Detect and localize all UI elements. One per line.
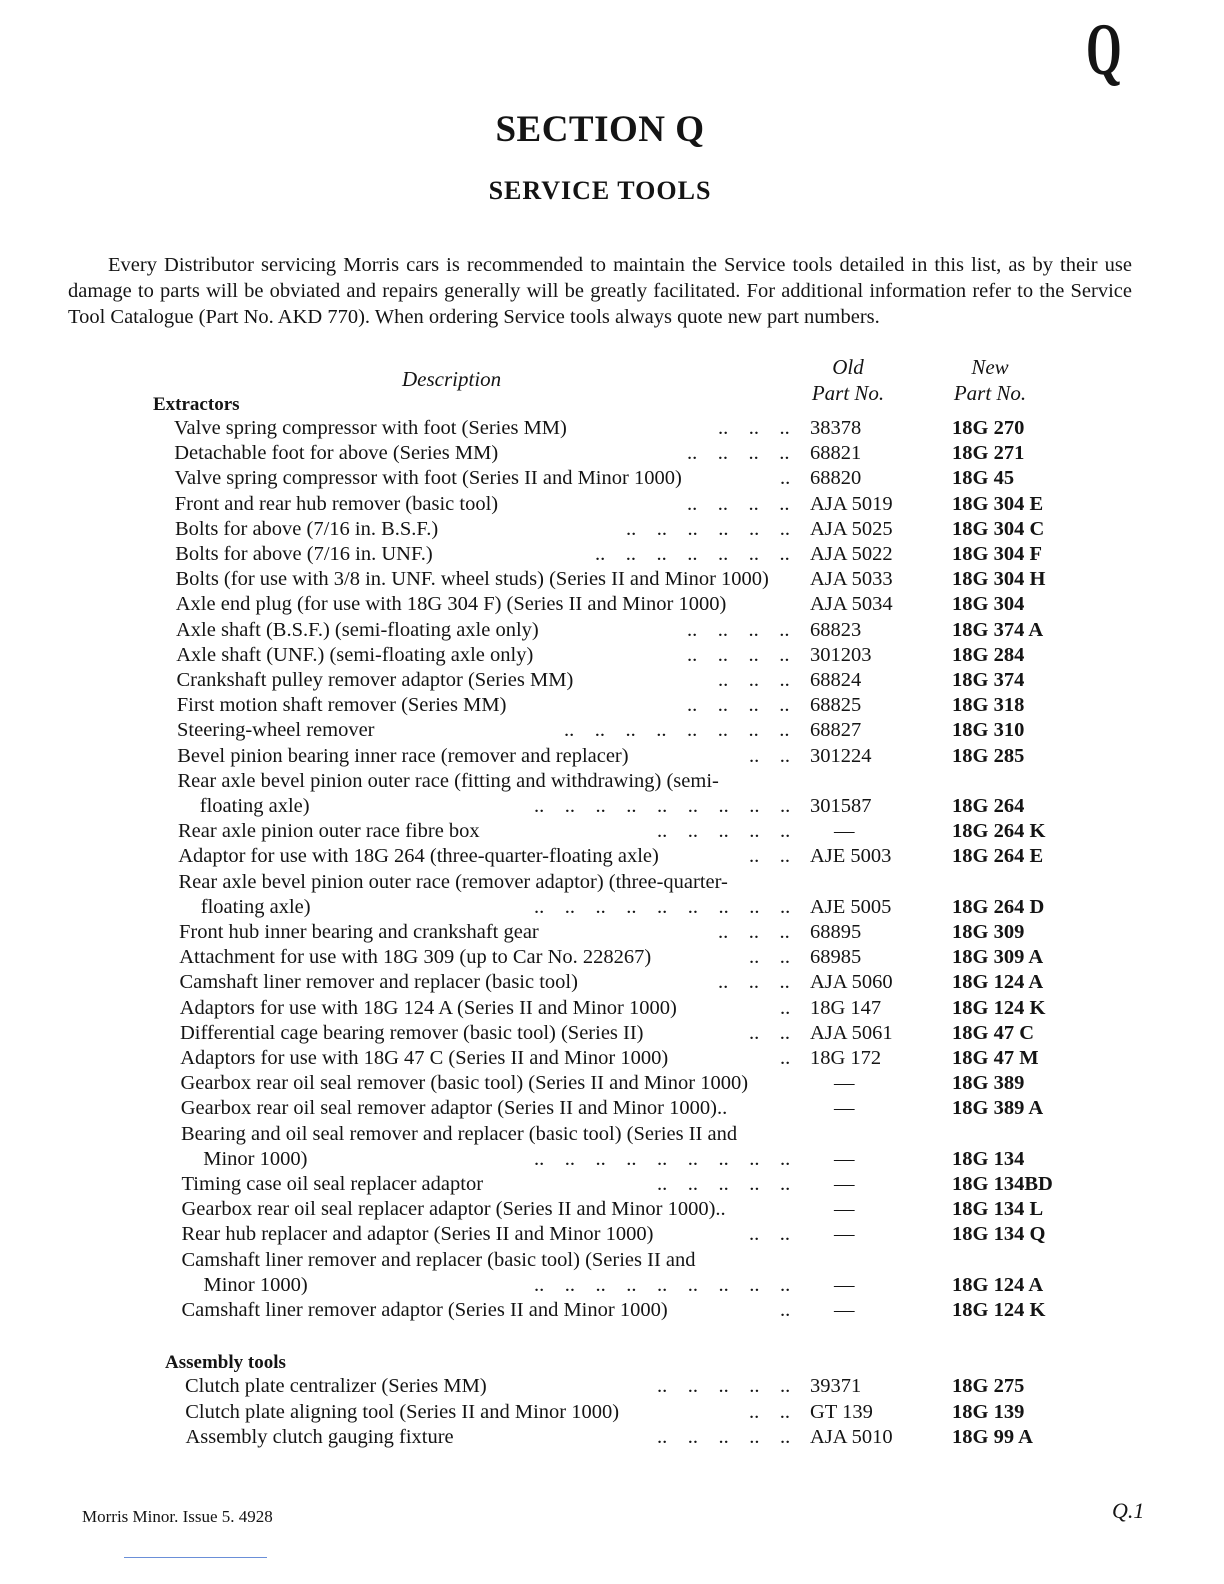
row-old-part-no: — <box>834 1097 855 1120</box>
row-leader-dots: .. .. <box>749 1223 790 1246</box>
row-new-part-no: 18G 389 <box>952 1072 1025 1095</box>
row-leader-dots: .. .. .. .. .. .. .. .. .. <box>534 795 791 817</box>
table-row <box>0 618 1224 643</box>
row-new-part-no: 18G 271 <box>952 442 1025 465</box>
row-old-part-no: AJA 5022 <box>810 543 893 565</box>
row-leader-dots: .. .. <box>749 845 790 868</box>
row-new-part-no: 18G 318 <box>952 694 1025 717</box>
row-leader-dots: .. .. .. .. .. .. .. .. .. <box>534 1147 791 1170</box>
table-row <box>0 945 1224 970</box>
row-new-part-no: 18G 124 K <box>952 996 1046 1019</box>
row-old-part-no: — <box>834 820 855 843</box>
assembly-heading: Assembly tools <box>165 1352 286 1373</box>
row-old-part-no: 68820 <box>810 467 862 490</box>
row-leader-dots: .. .. .. .. .. .. .. .. <box>564 719 790 742</box>
row-leader-dots: .. <box>780 996 791 1019</box>
row-new-part-no: 18G 134 L <box>952 1198 1044 1221</box>
row-old-part-no: AJA 5025 <box>810 517 893 540</box>
row-description: Front and rear hub remover (basic tool) <box>174 492 499 515</box>
row-old-part-no: 68825 <box>810 694 862 717</box>
table-row <box>0 895 1224 920</box>
row-old-part-no: — <box>834 1223 855 1246</box>
row-new-part-no: 18G 304 F <box>952 543 1042 565</box>
row-description: Minor 1000) <box>203 1147 308 1170</box>
footer-page-number: Q.1 <box>1112 1498 1145 1523</box>
row-description: Attachment for use with 18G 309 (up to Car No. 228267) <box>179 946 652 969</box>
table-row <box>0 542 1224 567</box>
row-description: Axle shaft (B.S.F.) (semi-floating axle only) <box>176 618 539 641</box>
row-description: floating axle) <box>199 795 310 817</box>
row-old-part-no: — <box>834 1173 855 1195</box>
row-leader-dots: .. .. .. <box>718 417 790 439</box>
row-leader-dots: .. .. .. <box>718 669 790 691</box>
table-row <box>0 844 1224 869</box>
table-row <box>0 920 1224 945</box>
row-description: Bolts for above (7/16 in. B.S.F.) <box>175 517 439 540</box>
row-new-part-no: 18G 309 A <box>952 946 1044 969</box>
row-new-part-no: 18G 374 A <box>952 618 1044 641</box>
table-row <box>0 970 1224 995</box>
table-row <box>0 441 1224 466</box>
row-new-part-no: 18G 309 <box>952 921 1025 943</box>
row-leader-dots: .. .. .. .. .. .. .. .. .. <box>534 1273 791 1296</box>
row-old-part-no: AJA 5033 <box>810 568 893 591</box>
row-description: Detachable foot for above (Series MM) <box>174 442 499 465</box>
row-new-part-no: 18G 124 K <box>952 1299 1046 1321</box>
row-new-part-no: 18G 264 D <box>952 895 1045 918</box>
row-new-part-no: 18G 284 <box>952 643 1025 666</box>
row-leader-dots: .. .. .. .. .. <box>657 1173 791 1195</box>
header-old-line1: Old <box>832 355 864 379</box>
row-description: Rear axle pinion outer race fibre box <box>178 820 480 843</box>
row-leader-dots: .. .. .. .. .. <box>657 820 791 843</box>
row-old-part-no: AJA 5060 <box>810 971 893 994</box>
table-row <box>0 492 1224 517</box>
footer-issue: Morris Minor. Issue 5. 4928 <box>82 1507 273 1526</box>
row-description: Adaptors for use with 18G 47 C (Series II and Minor 1000) <box>180 1047 669 1069</box>
table-row <box>0 819 1224 844</box>
row-leader-dots: .. .. .. .. <box>687 442 790 465</box>
table-row <box>0 592 1224 617</box>
row-new-part-no: 18G 45 <box>952 467 1015 490</box>
table-row <box>0 1021 1224 1046</box>
table-row <box>0 1122 1224 1147</box>
table-row <box>0 718 1224 743</box>
row-description: Front hub inner bearing and crankshaft gear <box>179 921 539 943</box>
row-leader-dots: .. .. .. .. <box>687 643 790 666</box>
row-old-part-no: — <box>834 1147 855 1170</box>
row-description: Minor 1000) <box>203 1273 308 1296</box>
table-row <box>0 1172 1224 1197</box>
row-leader-dots: .. .. .. .. .. .. .. .. .. <box>534 895 791 918</box>
row-leader-dots: .. .. .. <box>718 921 790 943</box>
row-description: Camshaft liner remover adaptor (Series II and Minor 1000) <box>181 1299 668 1321</box>
row-description: Differential cage bearing remover (basic tool) (Series II) <box>180 1021 644 1044</box>
row-old-part-no: 68824 <box>810 669 862 691</box>
row-new-part-no: 18G 139 <box>952 1400 1025 1423</box>
extractors-heading: Extractors <box>153 394 240 415</box>
header-old-part-no <box>808 354 888 406</box>
row-old-part-no: AJA 5010 <box>810 1426 893 1448</box>
table-row <box>0 1197 1224 1222</box>
header-description: Description <box>402 367 502 391</box>
row-new-part-no: 18G 264 K <box>952 820 1046 843</box>
row-description: Axle end plug (for use with 18G 304 F) (Series II and Minor 1000) <box>175 593 727 616</box>
table-row <box>0 693 1224 718</box>
row-new-part-no: 18G 285 <box>952 744 1025 767</box>
row-old-part-no: GT 139 <box>810 1400 873 1423</box>
table-row <box>0 1400 1224 1425</box>
row-old-part-no: 39371 <box>810 1375 862 1397</box>
table-row <box>0 416 1224 441</box>
row-description: Clutch plate centralizer (Series MM) <box>185 1375 487 1397</box>
row-leader-dots: .. .. .. .. .. <box>657 1426 791 1448</box>
divider <box>124 1557 267 1558</box>
row-description: Rear axle bevel pinion outer race (remover adaptor) (three-quarter- <box>178 870 728 893</box>
row-old-part-no: 68827 <box>810 719 862 742</box>
header-old-line2: Part No. <box>811 381 885 405</box>
row-leader-dots: .. .. .. <box>718 971 790 994</box>
section-title: SECTION Q <box>495 109 705 150</box>
table-row <box>0 1298 1224 1323</box>
row-description: Camshaft liner remover and replacer (basic tool) (Series II and <box>181 1248 696 1271</box>
table-row <box>0 1425 1224 1450</box>
row-new-part-no: 18G 264 E <box>952 845 1044 868</box>
header-new-part-no <box>950 354 1030 406</box>
row-description: Crankshaft pulley remover adaptor (Series MM) <box>176 669 574 691</box>
row-old-part-no: 301203 <box>810 643 872 666</box>
row-description: First motion shaft remover (Series MM) <box>176 694 507 717</box>
page-section-letter: Q <box>1086 9 1122 91</box>
row-new-part-no: 18G 304 C <box>952 517 1045 540</box>
row-leader-dots: .. .. <box>749 946 790 969</box>
row-leader-dots: .. .. .. .. .. .. <box>626 517 790 540</box>
row-leader-dots: .. .. .. .. <box>687 694 790 717</box>
intro-paragraph: Every Distributor servicing Morris cars is recommended to maintain the Service tools detailed in this list, as by their use damage to parts will be obviated and repairs generally will be greatly facilitated. For additional information refer to the Service Tool Catalogue (Part No. AKD 770). When ordering Service tools always quote new part numbers. <box>68 254 1132 328</box>
row-description: Bevel pinion bearing inner race (remover and replacer) <box>177 744 629 767</box>
row-description: Adaptors for use with 18G 124 A (Series II and Minor 1000) <box>179 996 677 1019</box>
row-description: Bearing and oil seal remover and replacer (basic tool) (Series II and <box>181 1122 738 1145</box>
row-new-part-no: 18G 47 M <box>952 1047 1039 1069</box>
row-leader-dots: .. .. .. .. .. .. .. <box>595 543 790 565</box>
table-row <box>0 1222 1224 1247</box>
row-new-part-no: 18G 304 <box>952 593 1025 616</box>
row-new-part-no: 18G 304 E <box>952 492 1044 515</box>
table-row <box>0 870 1224 895</box>
row-description: Bolts for above (7/16 in. UNF.) <box>175 543 433 565</box>
row-leader-dots: .. .. <box>749 1400 790 1423</box>
row-leader-dots: .. .. <box>749 744 790 767</box>
row-description: Steering-wheel remover <box>177 719 375 742</box>
row-old-part-no: AJA 5034 <box>810 593 893 616</box>
table-row <box>0 1248 1224 1273</box>
row-old-part-no: — <box>834 1299 855 1321</box>
row-description: Valve spring compressor with foot (Series MM) <box>174 417 567 439</box>
row-new-part-no: 18G 124 A <box>952 1273 1044 1296</box>
row-leader-dots: .. .. .. .. .. <box>657 1375 791 1397</box>
table-row <box>0 1374 1224 1399</box>
row-old-part-no: 301587 <box>810 795 872 817</box>
row-old-part-no: — <box>834 1072 855 1095</box>
row-new-part-no: 18G 134BD <box>952 1173 1053 1195</box>
row-description: Valve spring compressor with foot (Series II and Minor 1000) <box>174 467 682 490</box>
row-old-part-no: — <box>834 1273 855 1296</box>
table-row <box>0 1147 1224 1172</box>
row-old-part-no: 68985 <box>810 946 862 969</box>
row-old-part-no: 18G 172 <box>810 1047 882 1069</box>
table-row <box>0 466 1224 491</box>
row-old-part-no: 18G 147 <box>810 996 882 1019</box>
section-subtitle: SERVICE TOOLS <box>488 176 712 205</box>
row-old-part-no: AJE 5005 <box>810 895 892 918</box>
row-description: Clutch plate aligning tool (Series II and Minor 1000) <box>185 1400 620 1423</box>
header-new-line2: Part No. <box>953 381 1027 405</box>
row-description: Rear hub replacer and adaptor (Series II and Minor 1000) <box>181 1223 654 1246</box>
row-new-part-no: 18G 264 <box>952 795 1025 817</box>
table-row <box>0 996 1224 1021</box>
row-old-part-no: AJA 5019 <box>810 492 893 515</box>
row-description: Axle shaft (UNF.) (semi-floating axle only) <box>176 643 534 666</box>
table-row <box>0 1071 1224 1096</box>
table-row <box>0 794 1224 819</box>
row-description: Timing case oil seal replacer adaptor <box>181 1173 484 1195</box>
row-old-part-no: AJE 5003 <box>810 845 892 868</box>
row-new-part-no: 18G 275 <box>952 1375 1025 1397</box>
row-description: Gearbox rear oil seal replacer adaptor (Series II and Minor 1000).. <box>181 1198 726 1221</box>
row-description: floating axle) <box>200 895 311 918</box>
row-new-part-no: 18G 134 Q <box>952 1223 1046 1246</box>
row-new-part-no: 18G 134 <box>952 1147 1025 1170</box>
row-description: Gearbox rear oil seal remover (basic tool) (Series II and Minor 1000) <box>180 1072 749 1095</box>
table-row <box>0 567 1224 592</box>
row-leader-dots: .. .. <box>749 1021 790 1044</box>
row-description: Assembly clutch gauging fixture <box>185 1426 454 1448</box>
row-new-part-no: 18G 47 C <box>952 1021 1034 1044</box>
row-description: Gearbox rear oil seal remover adaptor (Series II and Minor 1000).. <box>180 1097 728 1120</box>
row-old-part-no: 68823 <box>810 618 862 641</box>
row-description: Bolts (for use with 3/8 in. UNF. wheel studs) (Series II and Minor 1000) <box>175 568 769 591</box>
row-old-part-no: 38378 <box>810 417 862 439</box>
row-description: Adaptor for use with 18G 264 (three-quarter-floating axle) <box>178 845 659 868</box>
row-old-part-no: 301224 <box>810 744 872 767</box>
row-new-part-no: 18G 389 A <box>952 1097 1044 1120</box>
row-new-part-no: 18G 124 A <box>952 971 1044 994</box>
row-new-part-no: 18G 374 <box>952 669 1025 691</box>
row-new-part-no: 18G 310 <box>952 719 1025 742</box>
row-leader-dots: .. <box>780 1299 791 1321</box>
header-new-line1: New <box>971 355 1009 379</box>
table-row <box>0 668 1224 693</box>
row-leader-dots: .. <box>780 1047 791 1069</box>
table-row <box>0 517 1224 542</box>
row-leader-dots: .. <box>780 467 791 490</box>
row-new-part-no: 18G 270 <box>952 417 1025 439</box>
row-old-part-no: 68895 <box>810 921 862 943</box>
table-row <box>0 1096 1224 1121</box>
row-description: Rear axle bevel pinion outer race (fitting and withdrawing) (semi- <box>177 769 719 792</box>
row-new-part-no: 18G 304 H <box>952 568 1046 591</box>
row-description: Camshaft liner remover and replacer (basic tool) <box>179 971 578 994</box>
row-old-part-no: AJA 5061 <box>810 1021 893 1044</box>
table-row <box>0 1273 1224 1298</box>
row-leader-dots: .. .. .. .. <box>687 618 790 641</box>
row-new-part-no: 18G 99 A <box>952 1426 1033 1448</box>
table-row <box>0 643 1224 668</box>
row-leader-dots: .. .. .. .. <box>687 492 790 515</box>
row-old-part-no: — <box>834 1198 855 1221</box>
table-row <box>0 769 1224 794</box>
table-row <box>0 744 1224 769</box>
row-old-part-no: 68821 <box>810 442 862 465</box>
table-row <box>0 1046 1224 1071</box>
